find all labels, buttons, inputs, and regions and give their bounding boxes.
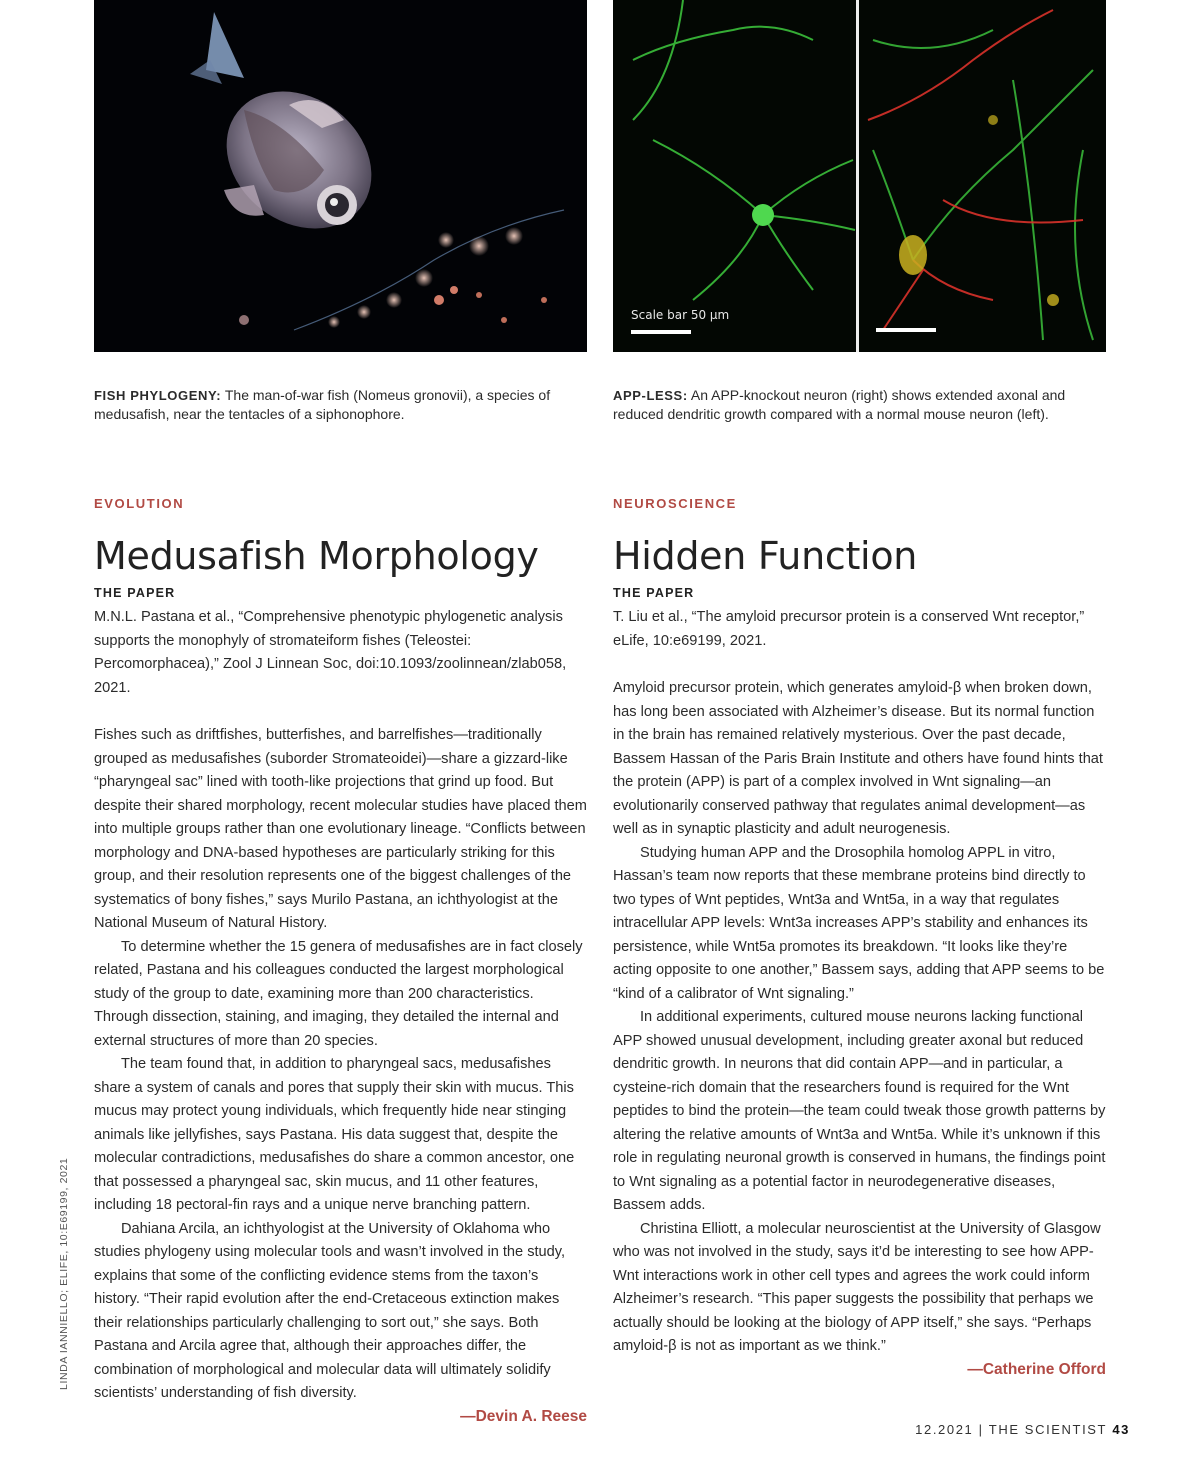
caption-text: An APP-knockout neuron (right) shows extended axonal and reduced dendritic growth compared with a normal mouse neuron (left).: [613, 387, 1066, 422]
caption-lead: APP-LESS:: [613, 388, 688, 403]
body-paragraph: Dahiana Arcila, an ichthyologist at the University of Oklahoma who studies phylogeny using molecular tools and wasn’t involved in the study, explains that some of the conflicting evidence stems from the taxon’s history. “Their rapid evolution after the end-Cretaceous extinction makes their relationships particularly challenging to sort out,” she says. Both Pastana and Arcila agree that, although their approaches differ, the combination of morphological and molecular data will ultimately solidify scientists’ understanding of fish diversity.: [94, 1220, 566, 1401]
body-paragraph: In additional experiments, cultured mouse neurons lacking functional APP showed unusual development, including greater axonal but reduced dendritic growth. In neurons that did contain APP—and in particular, a cysteine-rich domain that the researchers found is required for the Wnt peptides to bind the protein—the team could tweak those growth patterns by altering the relative amounts of Wnt3a and Wnt5a. While it’s unknown if this role in regulating neuronal growth is conserved in humans, the findings point to Wnt signaling as a potential factor in neurodegenerative diseases, Bassem adds.: [613, 1009, 1106, 1213]
body-paragraph: Christina Elliott, a molecular neuroscientist at the University of Glasgow who was not involved in the study, says it’d be interesting to see how APP-Wnt interactions work in other cell types and agrees the work could inform Alzheimer’s research. “This paper suggests the possibility that perhaps we actually should be looking at the biology of APP itself,” she says. “Perhaps amyloid-β is not as important as we think.”: [613, 1220, 1101, 1354]
fish-photo: [94, 0, 587, 352]
section-kicker: EVOLUTION: [94, 496, 185, 511]
body-paragraph: Studying human APP and the Drosophila homolog APPL in vitro, Hassan’s team now reports that these membrane proteins bind directly to two types of Wnt peptides, Wnt3a and Wnt5a, in a way that regulates intracellular APP levels: Wnt3a increases APP’s stability and enhances its persistence, while Wnt5a promotes its breakdown. “It looks like they’re acting opposite to one another,” Bassem says, adding that APP seems to be “kind of a calibrator of Wnt signaling.”: [613, 844, 1105, 1002]
neuron-micrograph-icon: [613, 0, 1106, 352]
page-folio: [915, 1422, 1130, 1437]
body-paragraph: To determine whether the 15 genera of medusafishes are in fact closely related, Pastana and his colleagues conducted the largest morphological study of the group to date, examining more than 200 characteristics. Through dissection, staining, and imaging, they detailed the internal and external structures of more than 20 species.: [94, 938, 583, 1049]
paper-label: THE PAPER: [94, 586, 176, 600]
medusafish-article: [94, 496, 587, 1426]
article-title: Hidden Function: [613, 534, 918, 578]
magazine-name: THE SCIENTIST: [988, 1422, 1108, 1437]
folio-separator: |: [978, 1422, 984, 1437]
paper-citation: T. Liu et al., “The amyloid precursor protein is a conserved Wnt receptor,” eLife, 10:e69199, 2021.: [613, 609, 1085, 649]
caption-text: The man-of-war fish (Nomeus gronovii), a species of medusafish, near the tentacles of a siphonophore.: [94, 387, 551, 422]
photo-credit: [58, 1150, 72, 1390]
author-byline: —Devin A. Reese: [460, 1407, 587, 1425]
hidden-function-article: [613, 496, 1106, 1379]
paper-citation: M.N.L. Pastana et al., “Comprehensive phenotypic phylogenetic analysis supports the monophyly of stromateiform fishes (Teleostei: Percomorphacea),” Zool J Linnean Soc, doi:10.1093/zoolinnean/zlab058, 2021.: [94, 609, 567, 696]
caption-lead: FISH PHYLOGENY:: [94, 388, 222, 403]
body-paragraph: Amyloid precursor protein, which generates amyloid-β when broken down, has long been associated with Alzheimer’s disease. But its normal function in the brain has remained relatively mysterious. Over the past decade, Bassem Hassan of the Paris Brain Institute and others have found hints that the protein (APP) is part of a complex involved in Wnt signaling—an evolutionarily conserved pathway that regulates animal development—as well as in synaptic plasticity and adult neurogenesis.: [613, 680, 1103, 837]
body-paragraph: Fishes such as driftfishes, butterfishes, and barrelfishes—traditionally grouped as medusafishes (suborder Stromateoidei)—share a gizzard-like “pharyngeal sac” lined with tooth-like projections that grind up food. But despite their shared morphology, recent molecular studies have placed them into multiple groups rather than one evolutionary lineage. “Conflicts between morphology and DNA-based hypotheses are particularly striking for this group, and their resolution represents one of the biggest challenges of the systematics of bony fishes,” says Murilo Pastana, an ichthyologist at the National Museum of Natural History.: [94, 727, 587, 931]
section-kicker: NEUROSCIENCE: [613, 496, 737, 511]
paper-label: THE PAPER: [613, 586, 695, 600]
photo-credit-text: LINDA IANNIELLO; ELIFE, 10:E69199, 2021: [58, 1157, 70, 1390]
scale-bar-label: Scale bar 50 µm: [631, 308, 730, 322]
neuron-micrograph: [613, 0, 1106, 352]
body-paragraph: The team found that, in addition to pharyngeal sacs, medusafishes share a system of canals and pores that supply their skin with mucus. This mucus may protect young individuals, which frequently hide near stinging animals like jellyfishes, says Pastana. His data suggest that, despite the molecular contradictions, medusafishes do share a common ancestor, one that possessed a pharyngeal sac, skin mucus, and 11 other features, including 18 pectoral-fin rays and a unique nerve branching pattern.: [94, 1056, 575, 1213]
page-number: 43: [1112, 1422, 1130, 1437]
article-title: Medusafish Morphology: [94, 534, 539, 578]
fish-photo-icon: [94, 0, 587, 352]
issue-date: 12.2021: [915, 1422, 974, 1437]
neuron-caption: [613, 386, 1106, 424]
fish-caption: [94, 386, 587, 424]
author-byline: —Catherine Offord: [967, 1360, 1106, 1378]
